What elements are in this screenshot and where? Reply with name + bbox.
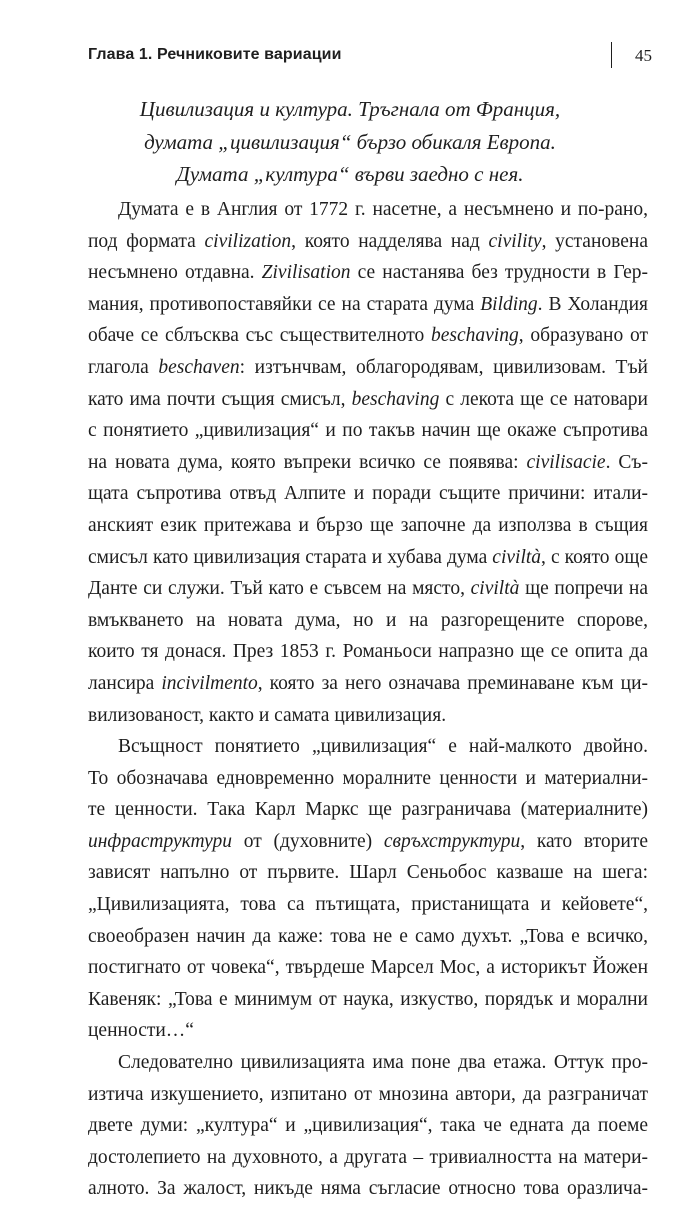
text-line: Данте си служи. Тъй като е съвсем на място, civiltà ще попречи на xyxy=(88,578,648,600)
text-line: лансира incivilmento, която за него означава преминаване към ци- xyxy=(88,672,648,694)
text-line: на новата дума, която въпреки всичко се появява: civilisacie. Съ- xyxy=(88,451,648,473)
text-line: мания, противопоставяйки се на старата дума Bilding. В Холандия xyxy=(88,293,648,315)
text-line: с понятието „цивилизация“ и по такъв начин ще окаже съпротива xyxy=(88,420,648,442)
text-line: под формата civilization, която надделява над civility, установена xyxy=(88,230,648,252)
text-line: щата съпротива отвъд Алпите и поради същите причини: итали- xyxy=(88,483,648,505)
text-line: „Цивилизацията, това са пътищата, пристанищата и кейовете“, xyxy=(88,894,648,916)
running-header xyxy=(88,40,652,72)
text-line: които тя донася. През 1853 г. Романьоси напразно ще се опита да xyxy=(88,641,648,663)
text-line: смисъл като цивилизация старата и хубава дума civiltà, с която още xyxy=(88,546,648,568)
epigraph xyxy=(60,93,640,191)
text-line: инфраструктури от (духовните) свръхструктури, като вторите xyxy=(88,830,648,852)
text-line: Всъщност понятието „цивилизация“ е най-малкото двойно. xyxy=(118,736,648,758)
text-line: вмъкването на новата дума, но и на разгорещените спорове, xyxy=(88,609,648,631)
text-line: вилизованост, както и самата цивилизация. xyxy=(88,704,447,726)
text-line: обаче се сблъсква със съществителното beschaving, образувано от xyxy=(88,325,648,347)
header-separator xyxy=(611,42,612,68)
text-line: Кавеняк: „Това е минимум от наука, изкуство, порядък и морални xyxy=(88,988,648,1010)
page-number: 45 xyxy=(635,46,652,65)
text-line: изтича изкушението, изпитано от мнозина автори, да разграничат xyxy=(88,1083,648,1105)
text-line: Следователно цивилизацията има поне два етажа. Оттук про- xyxy=(118,1052,648,1074)
text-line: двете думи: „култура“ и „цивилизация“, така че едната да поеме xyxy=(88,1115,648,1137)
text-line: алното. За жалост, никъде няма съгласие относно това оразлича- xyxy=(88,1178,648,1200)
text-line: своеобразен начин да каже: това не е само духът. „Това е всичко, xyxy=(88,925,648,947)
text-line: анският език притежава и бързо ще започне да използва в същия xyxy=(88,514,648,536)
epigraph-line: думата „цивилизация“ бързо обикаля Европа. xyxy=(144,129,556,154)
text-line: като има почти същия смисъл, beschaving с лекота ще се натовари xyxy=(88,388,648,410)
epigraph-line: Цивилизация и култура. Тръгнала от Франция, xyxy=(139,97,561,121)
chapter-title: Глава 1. Речниковите вариации xyxy=(88,46,342,63)
body-text xyxy=(88,194,648,1205)
epigraph-line: Думата „култура“ върви заедно с нея. xyxy=(176,162,524,186)
text-line: несъмнено отдавна. Zivilisation се настанява без трудности в Гер- xyxy=(88,262,649,284)
paragraph xyxy=(88,194,648,731)
text-line: ценности…“ xyxy=(88,1020,194,1042)
paragraph xyxy=(88,1047,648,1205)
text-line: постигнато от човека“, твърдеше Марсел Мос, а историкът Йожен xyxy=(88,957,648,979)
text-line: достолепието на духовното, а другата – тривиалността на матери- xyxy=(88,1146,648,1168)
text-line: те ценности. Така Карл Маркс ще разграничава (материалните) xyxy=(88,799,648,821)
text-line: Думата е в Англия от 1772 г. насетне, а несъмнено и по-рано, xyxy=(118,199,648,220)
text-line: зависят напълно от първите. Шарл Сеньобос казваше на шега: xyxy=(88,862,648,884)
text-line: То обозначава едновременно моралните ценности и материални- xyxy=(88,767,648,789)
paragraph xyxy=(88,731,648,1047)
text-line: глагола beschaven: изтънчвам, облагородявам, цивилизовам. Тъй xyxy=(88,356,648,378)
